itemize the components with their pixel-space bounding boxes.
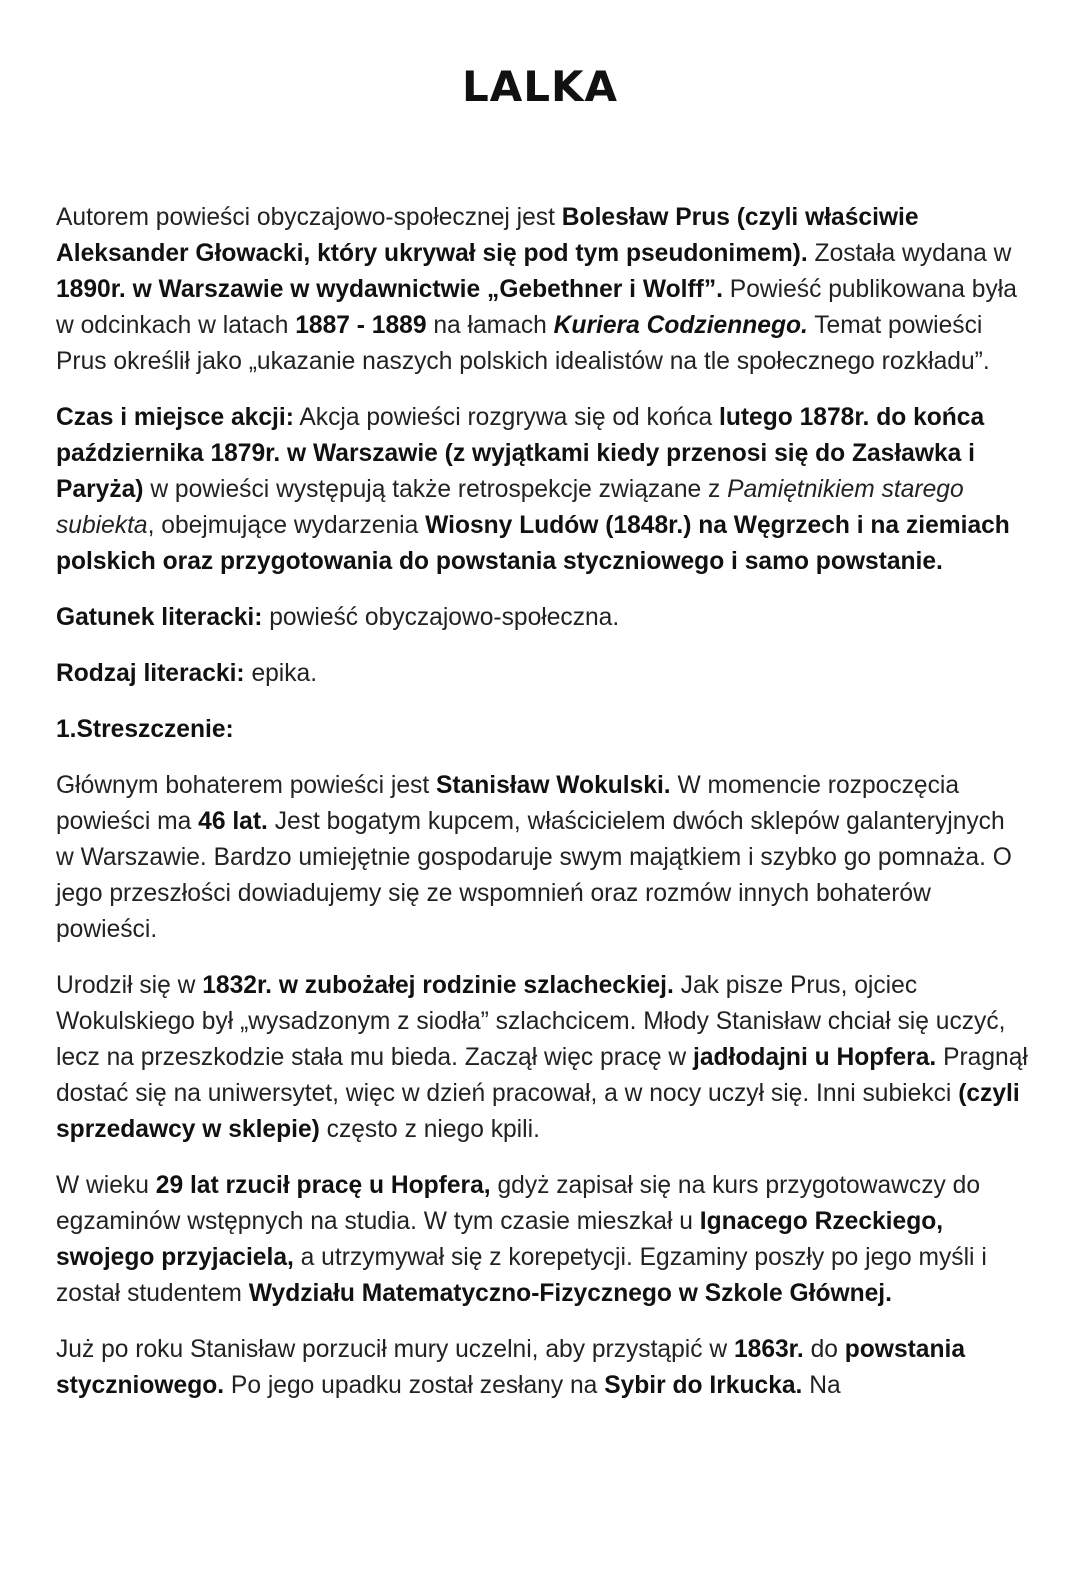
bold-text: Sybir do Irkucka. [604,1372,803,1399]
paragraph-hero [56,768,1028,948]
paragraph-genre [56,600,1028,636]
bold-text: Stanisław Wokulski. [436,772,671,799]
bold-text: (czyli sprzedawcy w sklepie) [56,1080,1020,1143]
document-body [56,200,1028,1424]
text-span: Powieść publikowana była w odcinkach w latach [56,276,1017,339]
text-span: W momencie rozpoczęcia powieści ma [56,772,960,835]
label-genre: Gatunek literacki: [56,604,263,631]
text-span: Jest bogatym kupcem, właścicielem dwóch sklepów galanteryjnych w Warszawie. Bardzo umiejętnie gospodaruje swym majątkiem i szybko go pomnaża. O jego przeszłości dowiadujemy się ze wspomnień oraz rozmów innych bohaterów powieści. [56,808,1012,943]
bold-text: Bolesław Prus (czyli właściwie Aleksander Głowacki, który ukrywał się pod tym pseudonimem). [56,204,919,267]
text-span: Na [802,1372,841,1399]
paragraph-kind [56,656,1028,692]
text-span: Akcja powieści rozgrywa się od końca [293,404,720,431]
text-span: , obejmujące wydarzenia [147,512,426,539]
text-span: Temat powieści Prus określił jako „ukazanie naszych polskich idealistów na tle społecznego rozkładu”. [56,312,990,375]
text-span: a utrzymywał się z korepetycji. Egzaminy poszły po jego myśli i został studentem [56,1244,987,1307]
text-span: Autorem powieści obyczajowo-społecznej jest [56,204,562,231]
paragraph-author [56,200,1028,380]
page-title: LALKA [461,62,619,111]
text-span: gdyż zapisał się na kurs przygotowawczy do egzaminów wstępnych na studia. W tym czasie mieszkał u [56,1172,981,1235]
text-span: W wieku [56,1172,156,1199]
bold-text: 29 lat rzucił pracę u Hopfera, [155,1172,491,1199]
paragraph-time-place [56,400,1028,580]
paragraph-birth [56,968,1028,1148]
bold-text: Wydziału Matematyczno-Fizycznego w Szkole Głównej. [248,1280,892,1307]
text-span: powieść obyczajowo-społeczna. [262,604,620,631]
text-span: często z niego kpili. [319,1116,540,1143]
text-span: do [803,1336,845,1363]
text-span: Pragnął dostać się na uniwersytet, więc w dzień pracował, a w nocy uczył się. Inni subiekci [56,1044,1028,1107]
text-span: Głównym bohaterem powieści jest [56,772,436,799]
bold-text: 1890r. w Warszawie w wydawnictwie „Gebethner i Wolff”. [56,276,723,303]
text-span: Urodził się w [56,972,203,999]
bold-text: Wiosny Ludów (1848r.) na Węgrzech i na ziemiach polskich oraz przygotowania do powstania styczniowego i samo powstanie. [56,512,1010,575]
paragraph-studies [56,1168,1028,1312]
text-span: Po jego upadku został zesłany na [224,1372,605,1399]
text-span: na łamach [426,312,554,339]
bold-text: powstania styczniowego. [56,1336,966,1399]
italic-text: Pamiętnikiem starego subiekta [56,476,964,539]
bold-text: 1863r. [733,1336,804,1363]
bold-text: 1832r. w zubożałej rodzinie szlacheckiej. [202,972,674,999]
bold-italic-text: Kuriera Codziennego. [553,312,808,339]
text-span: w powieści występują także retrospekcje związane z [143,476,728,503]
label-kind: Rodzaj literacki: [56,660,245,687]
heading-text: 1.Streszczenie: [56,716,234,743]
text-span: Została wydana w [807,240,1012,267]
bold-text: jadłodajni u Hopfera. [693,1044,937,1071]
bold-text: 1887 - 1889 [295,312,427,339]
bold-text: 46 lat. [198,808,268,835]
text-span: Jak pisze Prus, ojciec Wokulskiego był „wysadzonym z siodła” szlachcicem. Młody Stanisław chciał się uczyć, lecz na przeszkodzie stała mu bieda. Zaczął więc pracę w [56,972,1006,1071]
text-span: Już po roku Stanisław porzucił mury uczelni, aby przystąpić w [56,1336,734,1363]
bold-text: lutego 1878r. do końca października 1879r. w Warszawie (z wyjątkami kiedy przenosi się do Zasławka i Paryża) [56,404,985,503]
paragraph-uprising [56,1332,1028,1404]
bold-text: Ignacego Rzeckiego, swojego przyjaciela, [56,1208,944,1271]
label-time-place: Czas i miejsce akcji: [56,404,294,431]
section-heading [56,712,1028,748]
text-span: epika. [244,660,318,687]
